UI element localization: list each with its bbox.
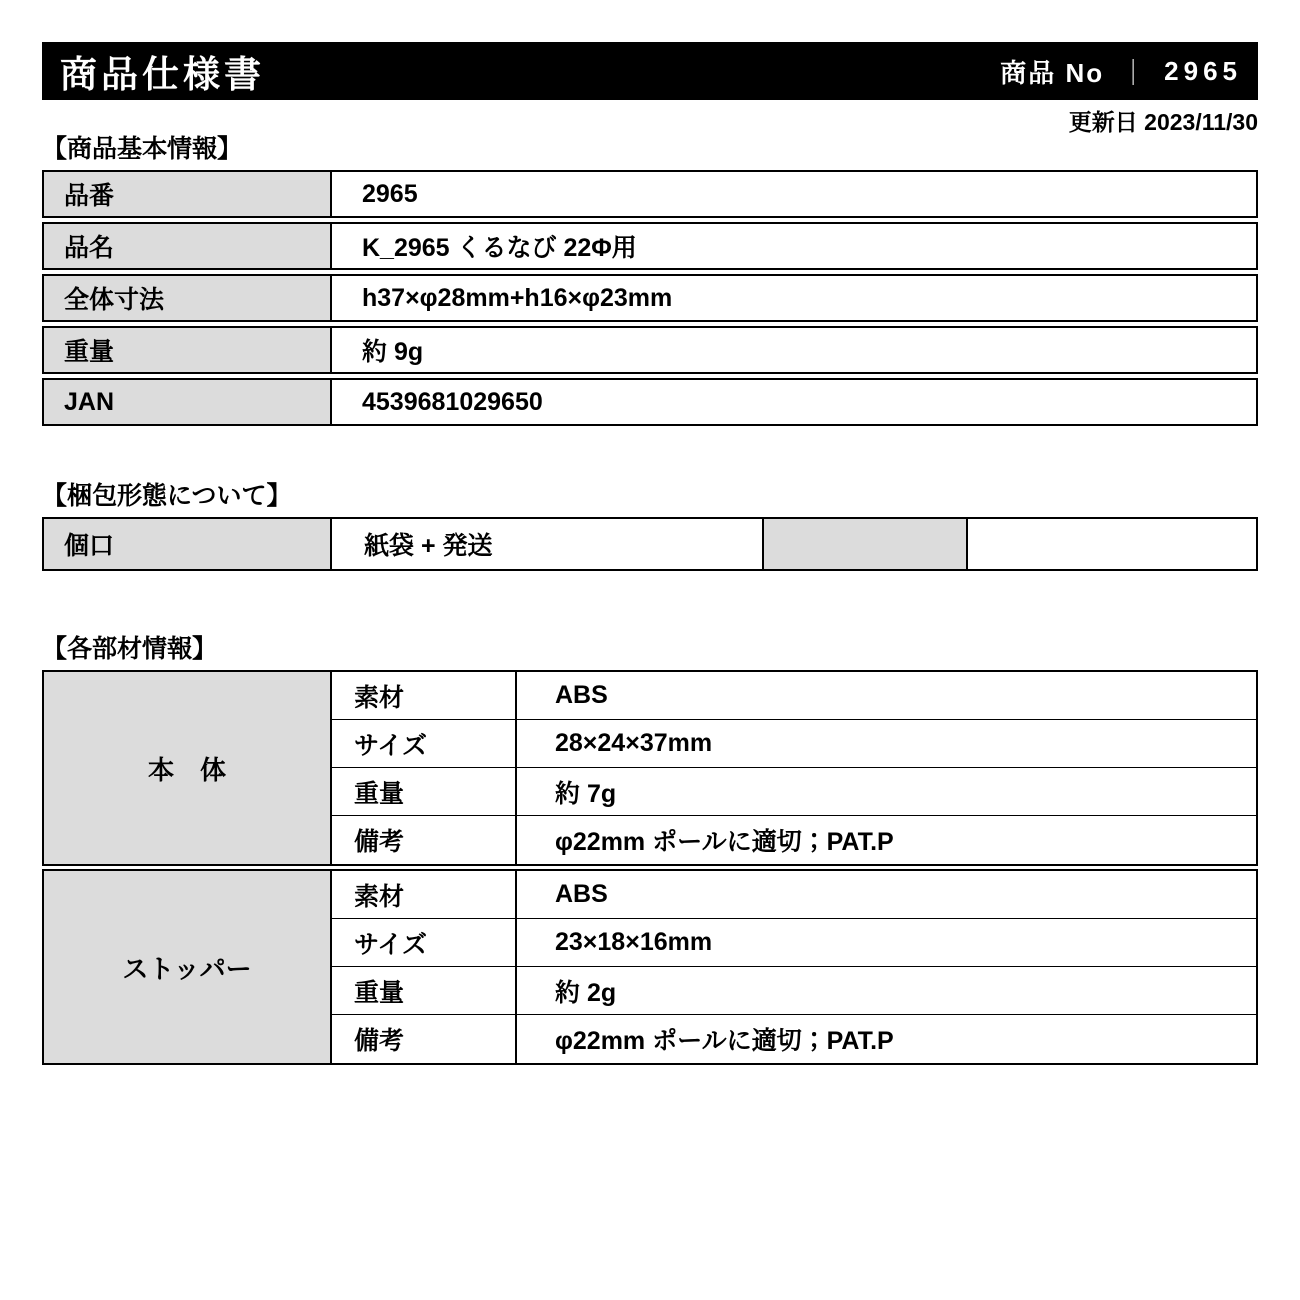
part-group-name: 本 体 (44, 672, 332, 864)
product-number-value: 2965 (1164, 55, 1242, 86)
product-number-label: 商品 No (1000, 57, 1105, 88)
row-label: 品名 (44, 224, 332, 268)
table-row (42, 326, 1258, 374)
table-row (42, 222, 1258, 270)
row-label: 備考 (332, 816, 517, 864)
row-label: JAN (44, 380, 332, 424)
header-bar (42, 42, 1258, 100)
document-title: 商品仕様書 (60, 54, 265, 95)
table-row (332, 672, 1256, 720)
table-row (332, 871, 1256, 919)
part-group-name: ストッパー (44, 871, 332, 1063)
table-row (42, 170, 1258, 218)
table-row (332, 720, 1256, 768)
row-label: 素材 (332, 871, 517, 918)
table-row (42, 274, 1258, 322)
empty-gray-cell (764, 519, 968, 569)
row-value: ABS (555, 880, 608, 908)
row-value: 23×18×16mm (555, 928, 713, 956)
row-value: ABS (555, 681, 608, 709)
table-row (332, 919, 1256, 967)
row-value: 約 7g (555, 779, 617, 808)
updated-date: 更新日 2023/11/30 (1068, 109, 1258, 135)
table-row (332, 816, 1256, 864)
section-heading-parts: 【各部材情報】 (42, 635, 218, 663)
table-row (332, 1015, 1256, 1063)
separator-bar: ｜ (1120, 57, 1149, 88)
row-value: 4539681029650 (362, 387, 543, 416)
row-label: 重量 (332, 967, 517, 1014)
row-label: 備考 (332, 1015, 517, 1063)
section-heading-packing: 【梱包形態について】 (42, 482, 292, 510)
row-label: 個口 (44, 519, 332, 569)
row-label: サイズ (332, 919, 517, 966)
part-group-rows (332, 871, 1256, 1063)
row-value: h37×φ28mm+h16×φ23mm (362, 283, 673, 312)
part-group-rows (332, 672, 1256, 864)
section-heading-basic-info: 【商品基本情報】 (42, 135, 243, 163)
table-row (332, 768, 1256, 816)
table-row (42, 517, 1258, 571)
row-label: 品番 (44, 172, 332, 216)
row-value: 約 9g (362, 338, 424, 366)
packing-table (42, 517, 1258, 571)
row-value: 紙袋 + 発送 (332, 519, 764, 569)
row-label: 重量 (44, 328, 332, 372)
row-value: 2965 (362, 179, 418, 208)
table-row (42, 378, 1258, 426)
basic-info-table (42, 170, 1258, 426)
row-value: φ22mm ポールに適切；PAT.P (555, 1027, 894, 1055)
row-label: サイズ (332, 720, 517, 767)
product-number-block (1000, 53, 1242, 90)
part-group-stopper (42, 869, 1258, 1065)
row-label: 素材 (332, 672, 517, 719)
row-value: K_2965 くるなび 22Φ用 (362, 234, 637, 262)
parts-table (42, 670, 1258, 1065)
row-value: 約 2g (555, 978, 617, 1007)
row-label: 重量 (332, 768, 517, 815)
empty-cell (968, 519, 1256, 569)
row-label: 全体寸法 (44, 276, 332, 320)
part-group-body (42, 670, 1258, 866)
table-row (332, 967, 1256, 1015)
row-value: 28×24×37mm (555, 729, 713, 757)
row-value: φ22mm ポールに適切；PAT.P (555, 828, 894, 856)
